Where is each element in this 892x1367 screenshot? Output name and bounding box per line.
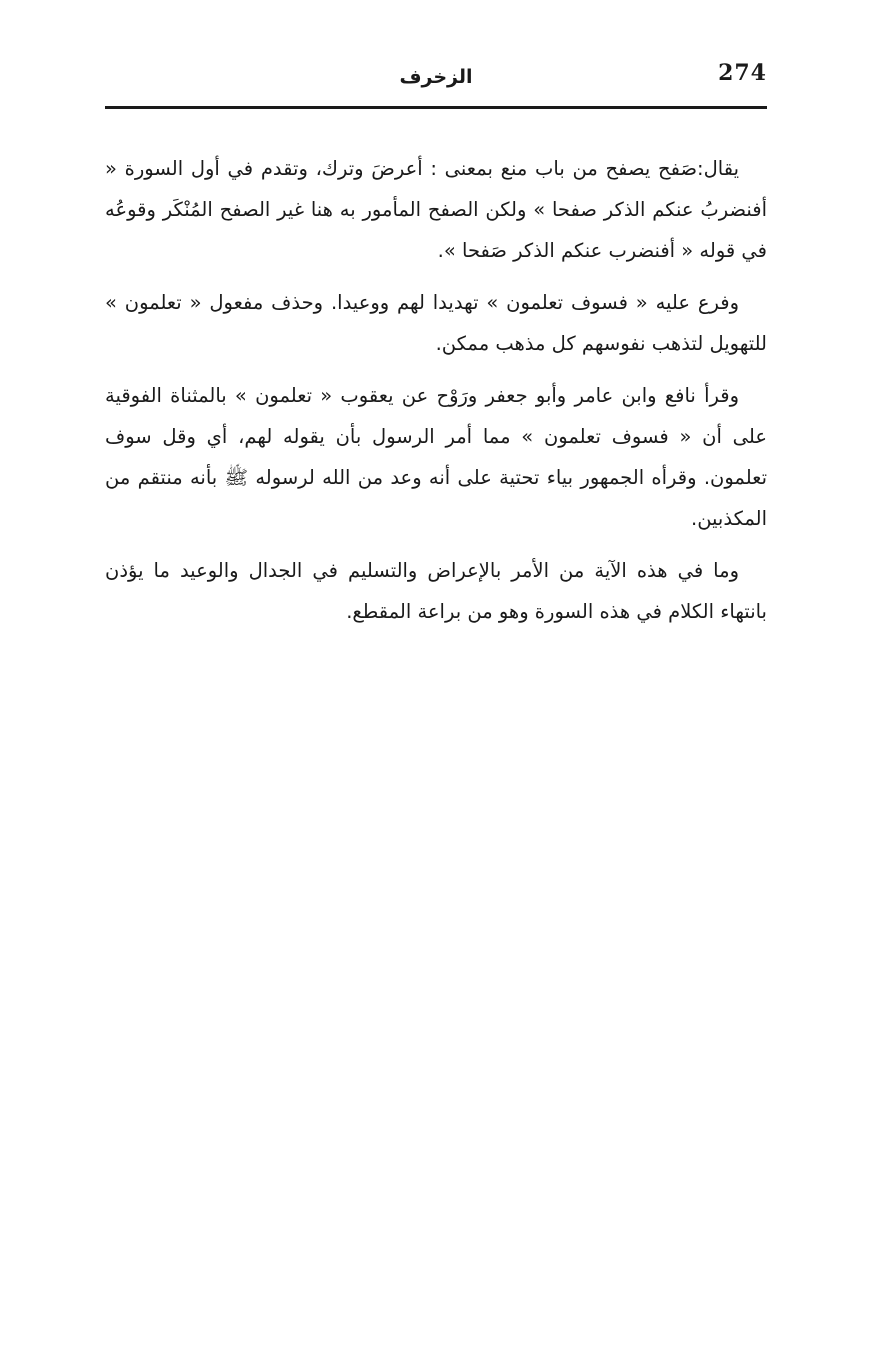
paragraph: يقال:صَفح يصفح من باب منع بمعنى : أعرضَ وترك، وتقدم في أول السورة « أفنضربُ عنكم الذكر صفحا » ولكن الصفح المأمور به هنا غير الصفح المُنْكَر وقوعُه في قوله « أفنضرب عنكم الذكر صَفحا ». xyxy=(105,157,767,262)
header-rule xyxy=(105,106,767,109)
page-number: 274 xyxy=(718,60,767,86)
body-text xyxy=(105,148,767,643)
paragraph: وقرأ نافع وابن عامر وأبو جعفر ورَوْح عن يعقوب « تعلمون » بالمثناة الفوقية على أن « فسوف تعلمون » مما أمر الرسول بأن يقوله لهم، أي وقل سوف تعلمون. وقرأه الجمهور بياء تحتية على أنه وعد من الله لرسوله ﷺ بأنه منتقم من المكذبين. xyxy=(105,384,767,530)
paragraph: وفرع عليه « فسوف تعلمون » تهديدا لهم ووعيدا. وحذف مفعول « تعلمون » للتهويل لتذهب نفوسهم كل مذهب ممكن. xyxy=(105,291,767,355)
paragraph: وما في هذه الآية من الأمر بالإعراض والتسليم في الجدال والوعيد ما يؤذن بانتهاء الكلام في هذه السورة وهو من براعة المقطع. xyxy=(105,559,767,623)
running-title: الزخرف xyxy=(399,66,473,88)
page-header xyxy=(105,58,767,98)
